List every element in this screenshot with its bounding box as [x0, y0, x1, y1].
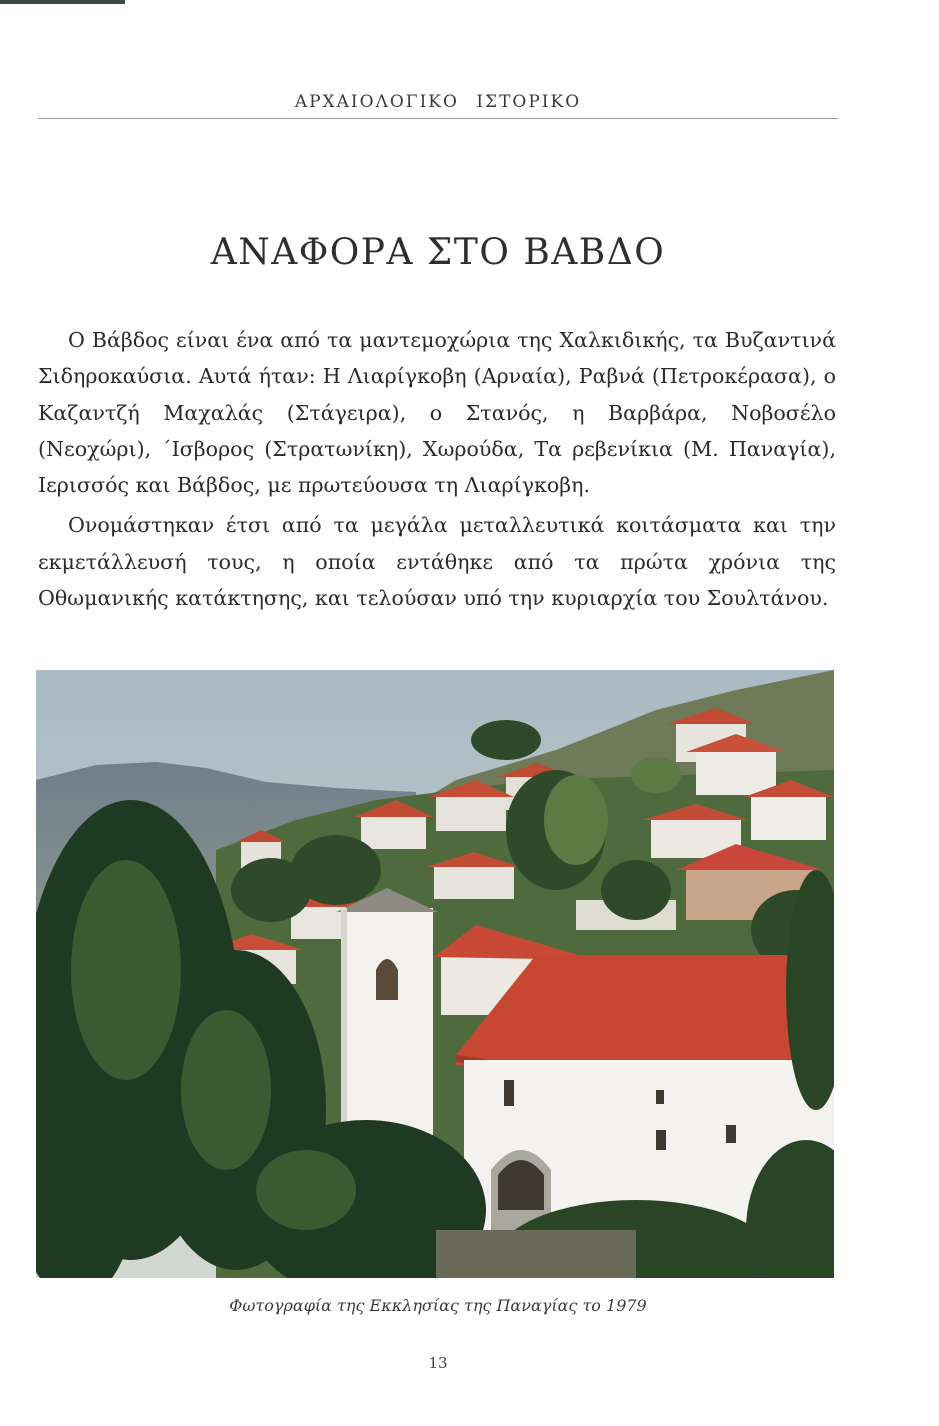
body-text	[38, 322, 836, 616]
running-head-text: ΑΡΧΑΙΟΛΟΓΙΚΟ ΙΣΤΟΡΙΚΟ	[294, 92, 582, 112]
running-head	[38, 92, 838, 112]
church-photo	[36, 670, 834, 1278]
church-photo-illustration	[36, 670, 834, 1278]
header-rule	[38, 118, 838, 119]
chapter-title: ΑΝΑΦΟΡΑ ΣΤΟ ΒΑΒΔΟ	[210, 232, 666, 273]
paragraph-1: Ο Βάβδος είναι ένα από τα μαντεμοχώρια της Χαλκιδικής, τα Βυζαντινά Σιδηροκαύσια. Αυτά ήταν: Η Λιαρίγκοβη (Αρναία), Ραβνά (Πετροκέρασα), ο Καζαντζή Μαχαλάς (Στάγειρα), ο Στανός, η Βαρβάρα, Νοβοσέλο (Νεοχώρι), ΄Ισβορος (Στρατωνίκη), Χωρούδα, Τα ρεβενίκια (Μ. Παναγία), Ιερισσός και Βάβδος, με πρωτεύουσα τη Λιαρίγκοβη.	[38, 328, 836, 498]
paragraph-2: Ονομάστηκαν έτσι από τα μεγάλα μεταλλευτικά κοιτάσματα και την εκμετάλλευσή τους, η οποία εντάθηκε από τα πρώτα χρόνια της Οθωμανικής κατάκτησης, και τελούσαν υπό την κυριαρχία του Σουλτάνου.	[38, 513, 836, 611]
scan-edge-mark	[0, 0, 125, 4]
photo-caption: Φωτογραφία της Εκκλησίας της Παναγίας το 1979	[229, 1296, 647, 1315]
page-number: 13	[428, 1354, 448, 1372]
